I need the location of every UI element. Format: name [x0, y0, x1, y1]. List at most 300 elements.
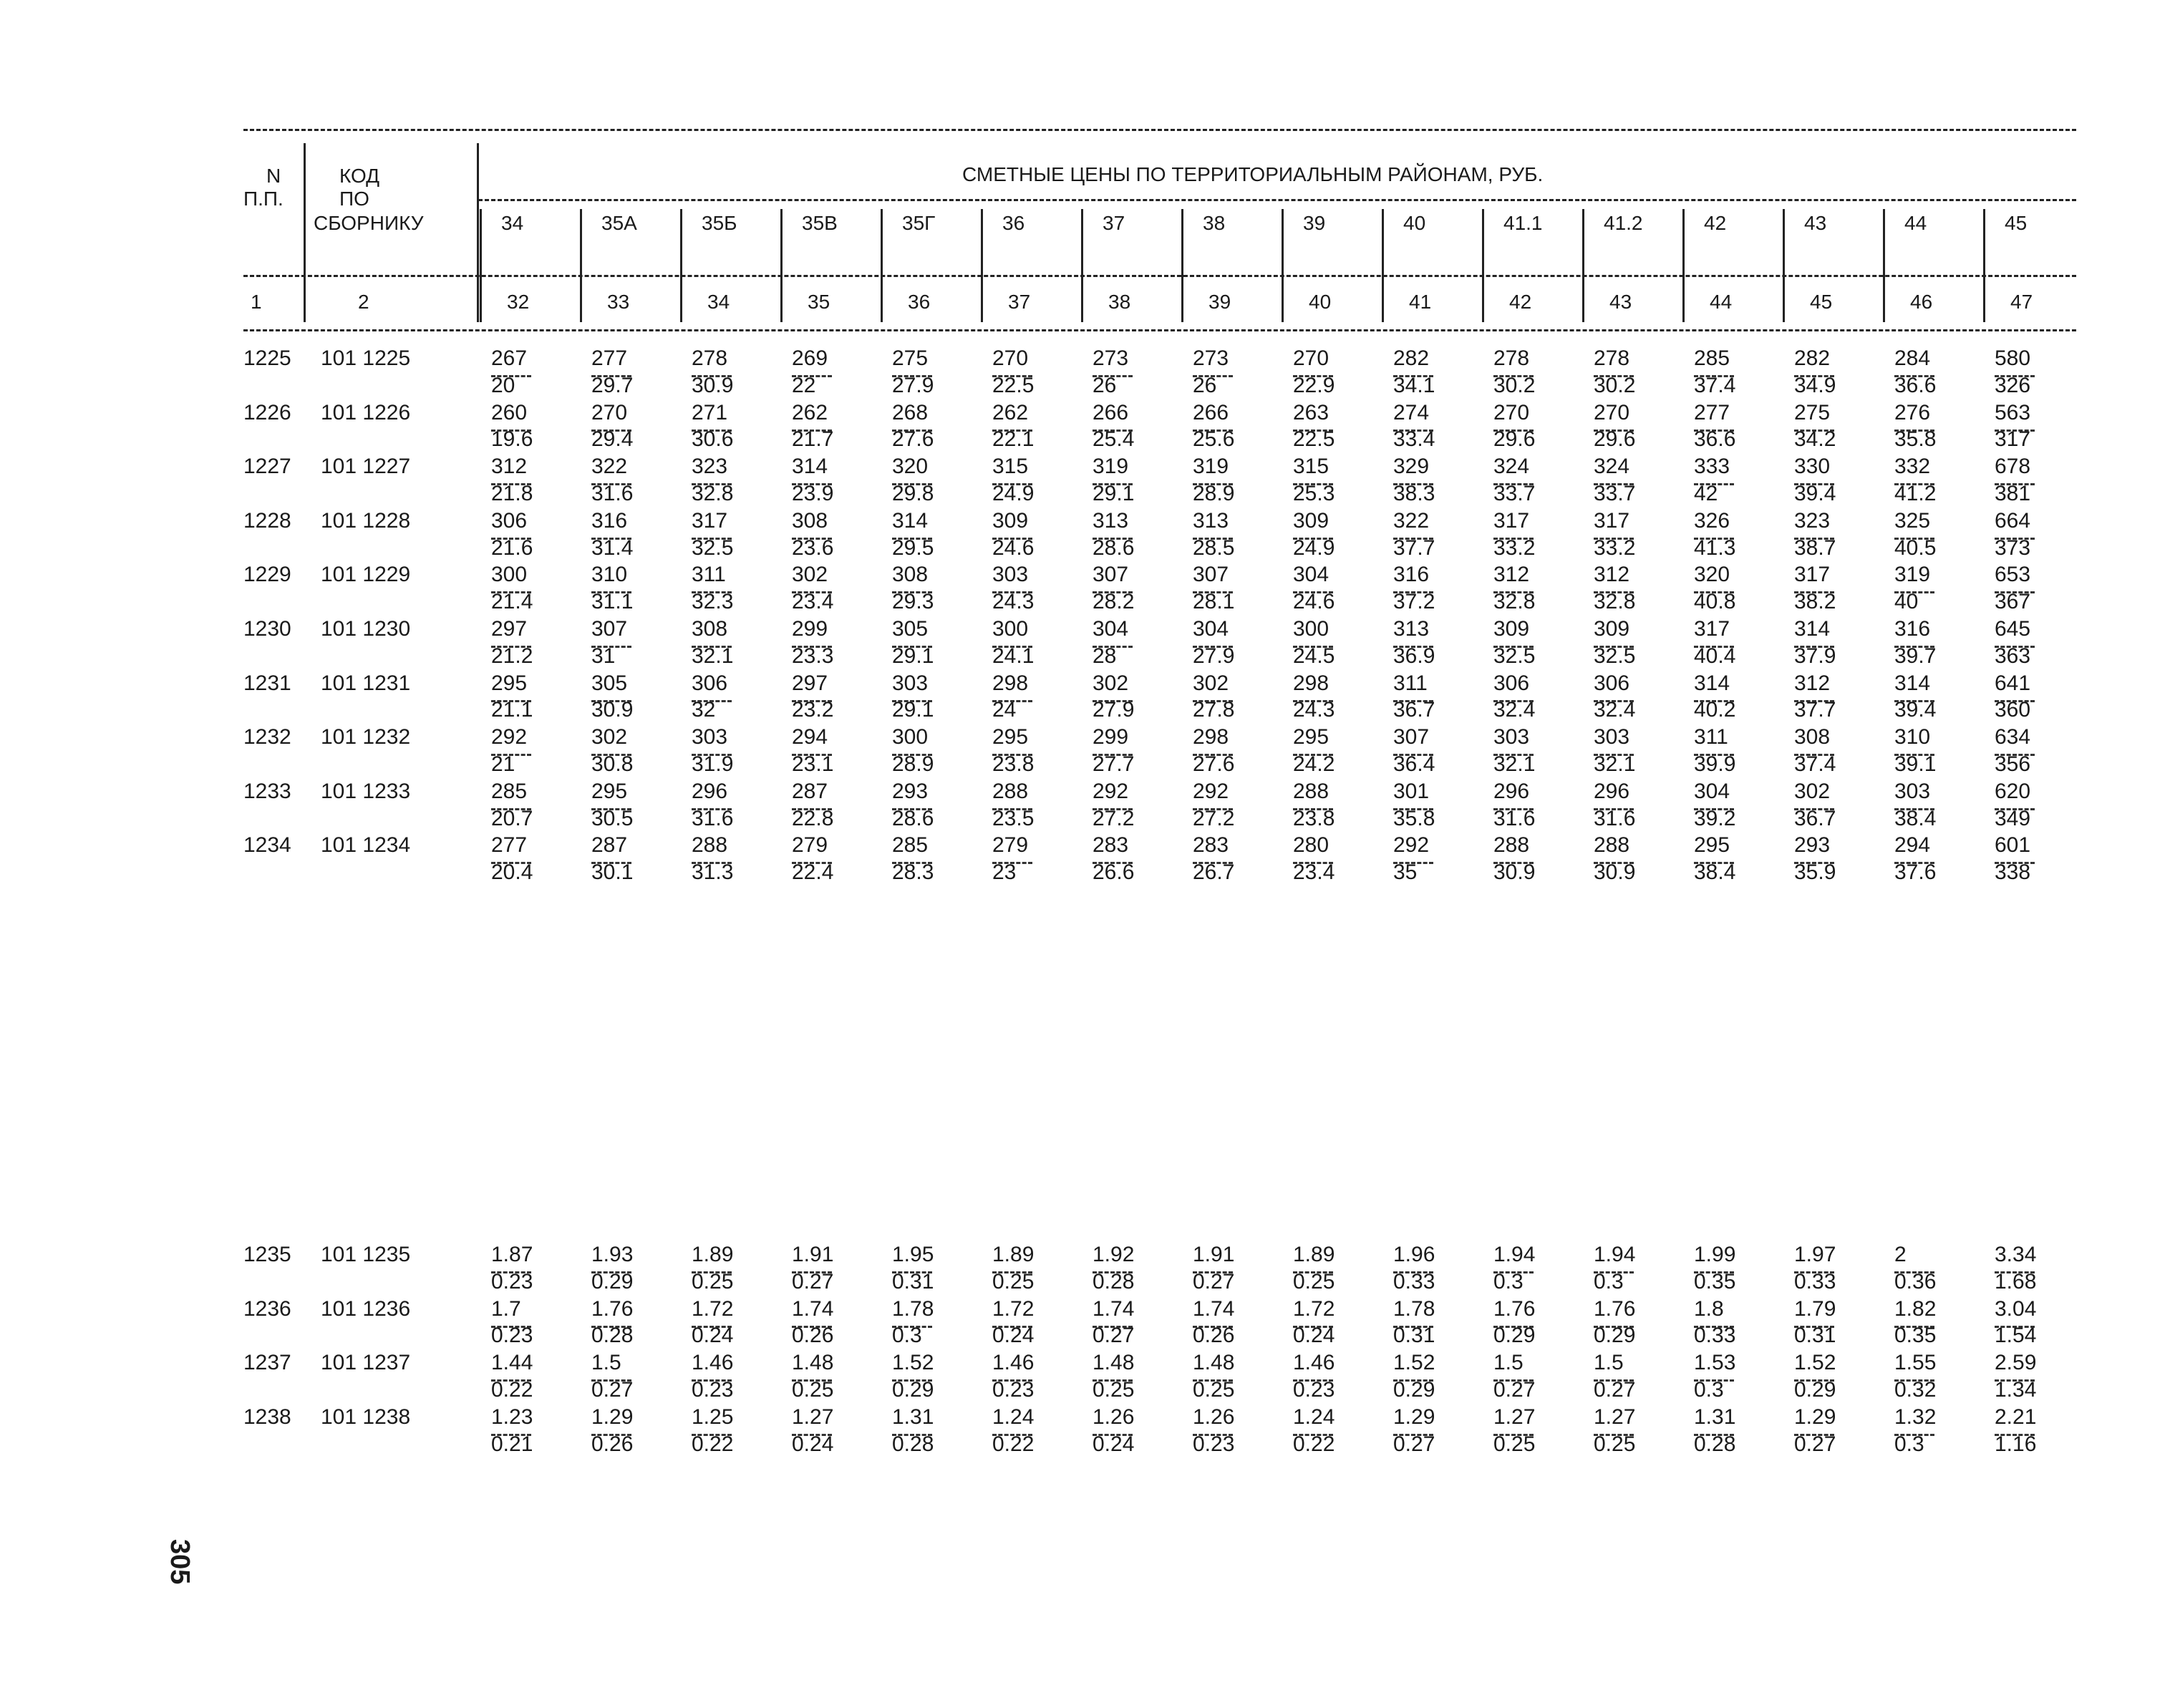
price-cell: 25.6 [1193, 427, 1235, 452]
price-cell: 37.7 [1393, 535, 1435, 560]
price-cell: 31.4 [591, 535, 634, 560]
price-cell: 28.6 [1093, 535, 1135, 560]
price-cell: 38.2 [1794, 590, 1836, 614]
column-number: 39 [1208, 291, 1231, 313]
column-number: 47 [2010, 291, 2033, 313]
price-cell: 313 [1093, 508, 1129, 533]
column-number: 45 [1810, 291, 1833, 313]
price-cell: 316 [1894, 617, 1931, 641]
price-cell: 1.89 [992, 1243, 1035, 1266]
item-number: 1233 [243, 779, 291, 803]
price-cell: 33.4 [1393, 427, 1435, 452]
price-cell: 314 [1894, 671, 1931, 695]
price-cell: 30.9 [1594, 860, 1636, 885]
column-number: 32 [507, 291, 530, 313]
price-cell: 2 [1894, 1243, 1907, 1266]
price-cell: 0.25 [1293, 1269, 1335, 1294]
price-cell: 20.4 [491, 860, 533, 885]
column-number: 34 [707, 291, 730, 313]
price-cell: 288 [1594, 833, 1630, 858]
price-cell: 30.5 [591, 806, 634, 830]
price-cell: 1.54 [1995, 1324, 2037, 1348]
price-cell: 28.9 [892, 752, 934, 776]
price-cell: 288 [692, 833, 728, 858]
price-cell: 36.7 [1794, 806, 1836, 830]
price-cell: 301 [1393, 779, 1430, 803]
item-code: 101 1226 [321, 400, 411, 424]
price-cell: 1.26 [1193, 1404, 1235, 1429]
price-cell: 37.2 [1393, 590, 1435, 614]
column-number: 41 [1409, 291, 1432, 313]
header-top-rule [243, 129, 2076, 131]
page-number-rotated: 305 [165, 1539, 195, 1585]
price-cell: 307 [591, 617, 628, 641]
item-code: 101 1235 [321, 1243, 411, 1266]
price-cell: 37.4 [1694, 373, 1736, 397]
price-cell: 31.6 [1493, 806, 1536, 830]
price-cell: 271 [692, 400, 728, 424]
price-cell: 302 [792, 563, 828, 587]
price-cell: 22.8 [792, 806, 834, 830]
price-cell: 1.92 [1093, 1243, 1135, 1266]
price-cell: 292 [491, 725, 528, 749]
item-number: 1231 [243, 671, 291, 695]
price-cell: 326 [1694, 508, 1730, 533]
price-cell: 22.5 [992, 373, 1035, 397]
price-cell: 306 [1493, 671, 1530, 695]
price-cell: 294 [1894, 833, 1931, 858]
price-cell: 309 [1493, 617, 1530, 641]
region-label: 35Б [702, 212, 737, 234]
price-cell: 307 [1093, 563, 1129, 587]
region-divider [1682, 209, 1685, 322]
header-mid-rule [243, 275, 2076, 277]
price-cell: 275 [1794, 400, 1831, 424]
price-cell: 28.6 [892, 806, 934, 830]
price-cell: 356 [1995, 752, 2031, 776]
price-cell: 295 [1293, 725, 1329, 749]
price-cell: 0.26 [792, 1324, 834, 1348]
price-cell: 27.9 [1093, 698, 1135, 722]
price-cell: 0.24 [992, 1324, 1035, 1348]
region-divider [1482, 209, 1484, 322]
price-cell: 31.6 [1594, 806, 1636, 830]
price-cell: 309 [992, 508, 1029, 533]
price-cell: 274 [1393, 400, 1430, 424]
header-code-label-3: СБОРНИКУ [314, 212, 424, 234]
price-cell: 41.2 [1894, 482, 1937, 505]
price-cell: 27.9 [892, 373, 934, 397]
price-cell: 1.76 [1594, 1296, 1636, 1321]
price-cell: 296 [1594, 779, 1630, 803]
price-cell: 287 [591, 833, 628, 858]
price-cell: 29.6 [1493, 427, 1536, 452]
price-cell: 298 [992, 671, 1029, 695]
price-cell: 1.87 [491, 1243, 533, 1266]
price-cell: 38.4 [1694, 860, 1736, 885]
item-code: 101 1237 [321, 1351, 411, 1375]
price-cell: 296 [692, 779, 728, 803]
price-cell: 39.4 [1894, 698, 1937, 722]
price-cell: 311 [692, 563, 726, 587]
region-divider [881, 209, 883, 322]
region-label: 39 [1303, 212, 1326, 234]
price-cell: 293 [892, 779, 929, 803]
price-cell: 262 [792, 400, 828, 424]
price-cell: 282 [1794, 346, 1831, 370]
region-divider [1582, 209, 1584, 322]
price-cell: 32.8 [1594, 590, 1636, 614]
price-cell: 381 [1995, 482, 2031, 505]
price-cell: 1.94 [1594, 1243, 1636, 1266]
price-cell: 29.1 [1093, 482, 1135, 505]
price-cell: 299 [792, 617, 828, 641]
price-cell: 32.8 [692, 482, 734, 505]
item-number: 1228 [243, 508, 291, 533]
price-cell: 303 [1493, 725, 1530, 749]
price-cell: 641 [1995, 671, 2031, 695]
price-cell: 0.27 [1393, 1432, 1435, 1456]
price-cell: 28.3 [892, 860, 934, 885]
price-cell: 278 [1493, 346, 1530, 370]
price-cell: 1.79 [1794, 1296, 1836, 1321]
price-cell: 1.52 [1393, 1351, 1435, 1375]
column-number: 37 [1008, 291, 1031, 313]
price-cell: 23.8 [992, 752, 1035, 776]
price-cell: 0.22 [1293, 1432, 1335, 1456]
price-cell: 0.29 [1393, 1378, 1435, 1402]
item-number: 1227 [243, 455, 291, 479]
price-cell: 270 [1594, 400, 1630, 424]
price-cell: 270 [591, 400, 628, 424]
price-cell: 40.2 [1694, 698, 1736, 722]
region-label: 34 [501, 212, 524, 234]
price-cell: 1.48 [1193, 1351, 1235, 1375]
price-cell: 39.7 [1894, 644, 1937, 668]
price-cell: 30.9 [692, 373, 734, 397]
price-cell: 32.4 [1493, 698, 1536, 722]
price-cell: 266 [1193, 400, 1229, 424]
price-cell: 1.34 [1995, 1378, 2037, 1402]
price-cell: 29.8 [892, 482, 934, 505]
price-cell: 0.25 [992, 1269, 1035, 1294]
price-cell: 317 [1694, 617, 1730, 641]
price-cell: 0.25 [1493, 1432, 1536, 1456]
price-cell: 312 [1794, 671, 1831, 695]
price-cell: 1.27 [1493, 1404, 1536, 1429]
price-cell: 31.3 [692, 860, 734, 885]
price-cell: 24 [992, 698, 1017, 722]
price-cell: 305 [892, 617, 929, 641]
price-cell: 329 [1393, 455, 1430, 479]
price-cell: 1.46 [692, 1351, 734, 1375]
price-cell: 1.82 [1894, 1296, 1937, 1321]
item-number: 1232 [243, 725, 291, 749]
price-cell: 0.23 [1293, 1378, 1335, 1402]
region-label: 35Г [902, 212, 936, 234]
price-cell: 664 [1995, 508, 2031, 533]
price-cell: 0.27 [1594, 1378, 1636, 1402]
region-label: 43 [1804, 212, 1827, 234]
price-cell: 39.1 [1894, 752, 1937, 776]
price-cell: 27.8 [1193, 698, 1235, 722]
price-cell: 36.6 [1894, 373, 1937, 397]
price-cell: 324 [1493, 455, 1530, 479]
price-cell: 0.22 [491, 1378, 533, 1402]
price-cell: 3.34 [1995, 1243, 2037, 1266]
price-cell: 21.2 [491, 644, 533, 668]
price-cell: 317 [1493, 508, 1530, 533]
price-cell: 24.6 [1293, 590, 1335, 614]
region-divider [1883, 209, 1885, 322]
price-cell: 1.24 [1293, 1404, 1335, 1429]
price-cell: 620 [1995, 779, 2031, 803]
price-cell: 37.7 [1794, 698, 1836, 722]
header-divider-code [477, 143, 479, 322]
price-cell: 306 [692, 671, 728, 695]
price-cell: 23 [992, 860, 1017, 885]
price-cell: 24.3 [992, 590, 1035, 614]
price-cell: 1.16 [1995, 1432, 2037, 1456]
price-cell: 28 [1093, 644, 1117, 668]
price-cell: 22.5 [1293, 427, 1335, 452]
price-cell: 0.23 [491, 1269, 533, 1294]
price-cell: 317 [692, 508, 728, 533]
price-cell: 319 [1894, 563, 1931, 587]
price-cell: 0.28 [1694, 1432, 1736, 1456]
price-cell: 313 [1393, 617, 1430, 641]
price-cell: 1.78 [1393, 1296, 1435, 1321]
price-cell: 302 [1093, 671, 1129, 695]
price-cell: 21.7 [792, 427, 834, 452]
price-cell: 36.9 [1393, 644, 1435, 668]
price-cell: 266 [1093, 400, 1129, 424]
price-cell: 0.3 [1594, 1269, 1624, 1294]
price-cell: 23.1 [792, 752, 834, 776]
column-number: 36 [908, 291, 931, 313]
price-cell: 306 [1594, 671, 1630, 695]
price-cell: 1.26 [1093, 1404, 1135, 1429]
price-cell: 303 [892, 671, 929, 695]
price-cell: 1.48 [1093, 1351, 1135, 1375]
price-cell: 19.6 [491, 427, 533, 452]
price-cell: 0.27 [1794, 1432, 1836, 1456]
item-number: 1225 [243, 346, 291, 370]
price-cell: 0.22 [692, 1432, 734, 1456]
item-code: 101 1236 [321, 1296, 411, 1321]
price-cell: 32.5 [1493, 644, 1536, 668]
region-divider [1282, 209, 1284, 322]
price-cell: 34.1 [1393, 373, 1435, 397]
price-cell: 1.99 [1694, 1243, 1736, 1266]
price-cell: 1.72 [1293, 1296, 1335, 1321]
price-cell: 326 [1995, 373, 2031, 397]
price-cell: 34.9 [1794, 373, 1836, 397]
price-cell: 31.9 [692, 752, 734, 776]
price-cell: 1.72 [692, 1296, 734, 1321]
price-cell: 277 [1694, 400, 1730, 424]
price-cell: 1.29 [1393, 1404, 1435, 1429]
price-cell: 1.52 [1794, 1351, 1836, 1375]
price-cell: 36.4 [1393, 752, 1435, 776]
region-label: 41.1 [1503, 212, 1543, 234]
price-cell: 0.29 [591, 1269, 634, 1294]
price-cell: 33.7 [1493, 482, 1536, 505]
price-cell: 0.27 [1193, 1269, 1235, 1294]
price-cell: 315 [992, 455, 1029, 479]
price-cell: 360 [1995, 698, 2031, 722]
price-cell: 33.7 [1594, 482, 1636, 505]
price-cell: 300 [1293, 617, 1329, 641]
price-cell: 23.5 [992, 806, 1035, 830]
region-label: 42 [1704, 212, 1727, 234]
price-cell: 315 [1293, 455, 1329, 479]
price-cell: 40.5 [1894, 535, 1937, 560]
price-cell: 304 [1293, 563, 1329, 587]
price-cell: 295 [992, 725, 1029, 749]
price-cell: 0.23 [491, 1324, 533, 1348]
price-cell: 297 [491, 617, 528, 641]
price-cell: 0.23 [992, 1378, 1035, 1402]
item-code: 101 1229 [321, 563, 411, 587]
price-cell: 30.1 [591, 860, 634, 885]
price-cell: 1.89 [692, 1243, 734, 1266]
price-cell: 279 [792, 833, 828, 858]
price-cell: 295 [1694, 833, 1730, 858]
price-cell: 0.29 [1594, 1324, 1636, 1348]
item-code: 101 1225 [321, 346, 411, 370]
price-cell: 1.93 [591, 1243, 634, 1266]
price-cell: 35.8 [1393, 806, 1435, 830]
price-cell: 0.25 [1193, 1378, 1235, 1402]
price-cell: 302 [1794, 779, 1831, 803]
price-cell: 30.9 [591, 698, 634, 722]
item-number: 1237 [243, 1351, 291, 1375]
price-cell: 324 [1594, 455, 1630, 479]
price-cell: 314 [892, 508, 929, 533]
price-cell: 0.28 [1093, 1269, 1135, 1294]
price-cell: 33.2 [1594, 535, 1636, 560]
column-number: 40 [1309, 291, 1332, 313]
price-cell: 285 [491, 779, 528, 803]
price-cell: 1.68 [1995, 1269, 2037, 1294]
price-cell: 32.1 [692, 644, 734, 668]
price-cell: 39.4 [1794, 482, 1836, 505]
price-cell: 24.3 [1293, 698, 1335, 722]
price-cell: 298 [1293, 671, 1329, 695]
price-cell: 332 [1894, 455, 1931, 479]
price-cell: 1.8 [1694, 1296, 1724, 1321]
item-code: 101 1228 [321, 508, 411, 533]
price-cell: 27.6 [892, 427, 934, 452]
price-cell: 21.1 [491, 698, 533, 722]
item-number: 1230 [243, 617, 291, 641]
price-cell: 0.28 [892, 1432, 934, 1456]
price-cell: 262 [992, 400, 1029, 424]
price-cell: 277 [591, 346, 628, 370]
price-cell: 32.1 [1493, 752, 1536, 776]
price-cell: 31.6 [591, 482, 634, 505]
price-cell: 308 [892, 563, 929, 587]
region-divider [680, 209, 682, 322]
price-cell: 310 [1894, 725, 1931, 749]
price-cell: 279 [992, 833, 1029, 858]
price-cell: 295 [591, 779, 628, 803]
price-cell: 330 [1794, 455, 1831, 479]
price-cell: 283 [1193, 833, 1229, 858]
price-cell: 288 [1493, 833, 1530, 858]
price-cell: 29.5 [892, 535, 934, 560]
price-cell: 26 [1193, 373, 1217, 397]
price-cell: 295 [491, 671, 528, 695]
price-cell: 311 [1393, 671, 1428, 695]
price-cell: 288 [992, 779, 1029, 803]
price-cell: 38.3 [1393, 482, 1435, 505]
price-cell: 0.21 [491, 1432, 533, 1456]
price-cell: 323 [1794, 508, 1831, 533]
price-cell: 0.25 [1093, 1378, 1135, 1402]
price-cell: 292 [1193, 779, 1229, 803]
price-cell: 267 [491, 346, 528, 370]
region-divider [1081, 209, 1083, 322]
price-cell: 300 [992, 617, 1029, 641]
price-cell: 25.4 [1093, 427, 1135, 452]
price-cell: 298 [1193, 725, 1229, 749]
column-number: 42 [1509, 291, 1532, 313]
price-cell: 37.4 [1794, 752, 1836, 776]
price-cell: 311 [1694, 725, 1728, 749]
price-cell: 20 [491, 373, 515, 397]
price-cell: 312 [1493, 563, 1530, 587]
price-cell: 269 [792, 346, 828, 370]
price-cell: 29.3 [892, 590, 934, 614]
price-cell: 282 [1393, 346, 1430, 370]
price-cell: 325 [1894, 508, 1931, 533]
price-cell: 283 [1093, 833, 1129, 858]
price-cell: 23.8 [1293, 806, 1335, 830]
header-code-label-2: ПО [339, 188, 369, 210]
price-cell: 24.5 [1293, 644, 1335, 668]
price-cell: 304 [1193, 617, 1229, 641]
price-cell: 23.2 [792, 698, 834, 722]
region-divider [1181, 209, 1183, 322]
price-cell: 31.1 [591, 590, 634, 614]
price-cell: 314 [1694, 671, 1730, 695]
column-number: 46 [1910, 291, 1933, 313]
price-cell: 22.1 [992, 427, 1035, 452]
price-cell: 308 [1794, 725, 1831, 749]
price-cell: 278 [692, 346, 728, 370]
price-cell: 30.9 [1493, 860, 1536, 885]
price-cell: 307 [1393, 725, 1430, 749]
price-cell: 32.3 [692, 590, 734, 614]
price-cell: 319 [1193, 455, 1229, 479]
price-cell: 312 [491, 455, 528, 479]
price-cell: 601 [1995, 833, 2031, 858]
price-cell: 23.4 [792, 590, 834, 614]
price-cell: 20.7 [491, 806, 533, 830]
header-pp-label: П.П. [243, 188, 284, 210]
price-cell: 288 [1293, 779, 1329, 803]
price-cell: 37.6 [1894, 860, 1937, 885]
price-cell: 0.25 [1594, 1432, 1636, 1456]
price-cell: 319 [1093, 455, 1129, 479]
price-cell: 0.33 [1393, 1269, 1435, 1294]
price-cell: 1.27 [1594, 1404, 1636, 1429]
price-cell: 1.5 [1493, 1351, 1524, 1375]
price-cell: 32.5 [692, 535, 734, 560]
price-cell: 21.4 [491, 590, 533, 614]
